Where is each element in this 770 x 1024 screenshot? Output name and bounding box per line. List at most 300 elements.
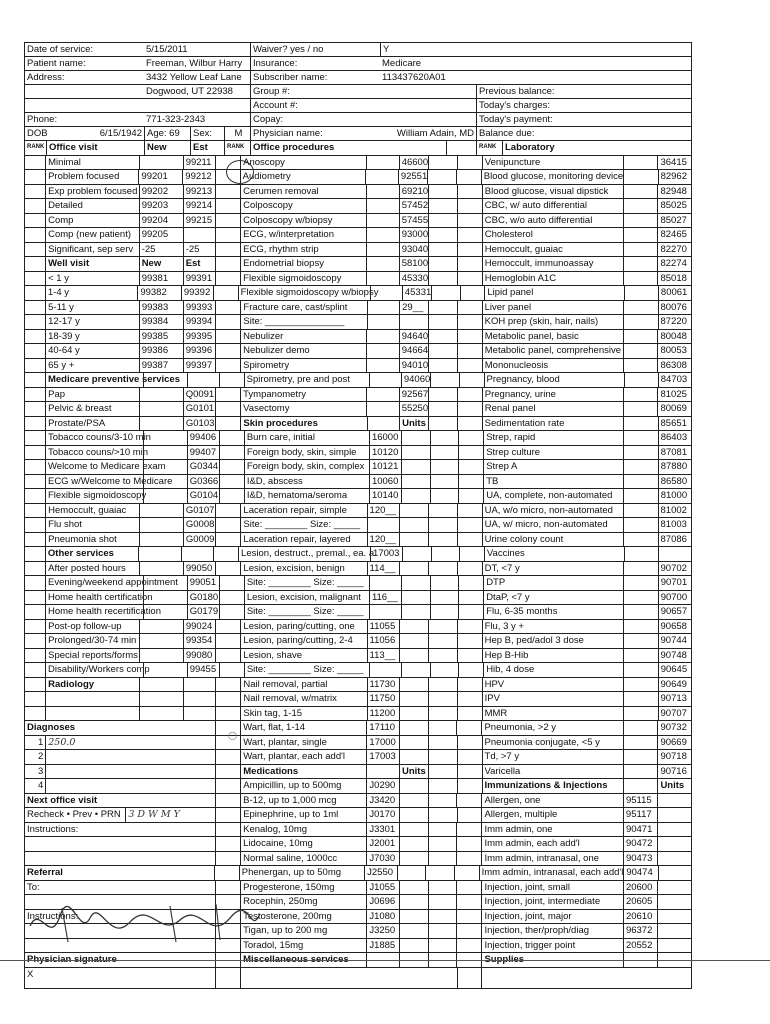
- table-row: [24, 575, 692, 590]
- rank-cell: [24, 460, 45, 474]
- table-row: [24, 880, 692, 895]
- procedure-code-alt: [399, 808, 428, 822]
- procedure-code: J0290: [366, 779, 399, 793]
- blank-cell: [481, 968, 692, 988]
- blank-cell: [428, 243, 457, 257]
- table-row: [24, 401, 692, 416]
- procedure-code: [369, 605, 401, 619]
- procedure-code-alt: 45330: [399, 272, 428, 286]
- rank-cell: [24, 663, 45, 677]
- rank-cell: [24, 591, 45, 605]
- est-code: 99213: [183, 185, 216, 199]
- new-code: [143, 605, 187, 619]
- diagnosis-entry: 250.0: [45, 736, 215, 750]
- procedure-code-alt: [399, 518, 428, 532]
- blank-cell: [476, 71, 692, 84]
- table-row: [24, 793, 692, 808]
- procedure-label: Nail removal, w/matrix: [240, 692, 366, 706]
- procedure-code: [365, 170, 397, 184]
- procedure-code: 120__: [367, 533, 400, 547]
- rank-cell: [457, 243, 482, 257]
- procedure-label: Toradol, 15mg: [240, 939, 366, 953]
- lab-label: Imm admin, intranasal, one: [481, 852, 622, 866]
- rank-cell: [24, 243, 45, 257]
- procedure-label: Colposcopy w/biopsy: [240, 214, 366, 228]
- table-row: [24, 430, 692, 445]
- page-bottom-rule: [0, 960, 770, 961]
- est-code: G0008: [183, 518, 216, 532]
- rank-cell: [24, 504, 45, 518]
- lab-label: Imm admin, each add'l: [481, 837, 622, 851]
- lab-code: 90657: [658, 605, 692, 619]
- lab-code: 85025: [657, 199, 692, 213]
- dob-value: 6/15/1942: [99, 128, 142, 139]
- procedure-code: J0696: [366, 895, 399, 909]
- procedure-code-alt: 94664: [399, 344, 428, 358]
- lab-code: 82962: [658, 170, 692, 184]
- service-label: Well visit: [45, 257, 139, 271]
- lab-code-col1: [623, 736, 658, 750]
- lab-label: Injection, joint, small: [481, 881, 622, 895]
- rank-cell: [457, 359, 482, 373]
- lab-code: 82948: [657, 185, 692, 199]
- service-label: Welcome to Medicare exam: [45, 460, 143, 474]
- lab-code-col1: 20610: [623, 910, 658, 924]
- lab-label: Metabolic panel, comprehensive: [482, 344, 623, 358]
- blank-cell: [428, 692, 457, 706]
- date-of-service-value: 5/15/2011: [146, 44, 188, 55]
- procedure-code-alt: Units: [399, 417, 428, 431]
- blank-cell: [428, 765, 457, 779]
- blank-cell: [428, 272, 457, 286]
- procedure-label: Site: ________ Size: _____: [244, 605, 369, 619]
- service-label: After posted hours: [45, 562, 139, 576]
- lab-label: Strep, rapid: [483, 431, 623, 445]
- est-code: G0101: [183, 402, 216, 416]
- procedure-label: Wart, flat, 1-14: [240, 721, 366, 735]
- lab-code: 82270: [657, 243, 692, 257]
- blank-cell: [427, 170, 456, 184]
- rank-cell: [24, 489, 45, 503]
- lab-label: Immunizations & Injections: [482, 779, 623, 793]
- service-label: 1-4 y: [45, 286, 137, 300]
- code-rows: [24, 155, 692, 989]
- new-code: [139, 388, 183, 402]
- table-row: [24, 735, 692, 750]
- blank-cell: [428, 939, 457, 953]
- lab-label: Pneumonia, >2 y: [481, 721, 622, 735]
- procedure-code-alt: 57452: [399, 199, 428, 213]
- lab-code-col1: 90471: [623, 823, 658, 837]
- rank-cell: [457, 750, 482, 764]
- lab-code-col1: [623, 156, 657, 170]
- lab-code: 90716: [657, 765, 692, 779]
- new-code: 99384: [139, 315, 183, 329]
- rank-cell: [215, 402, 240, 416]
- procedure-label: Fracture care, cast/splint: [240, 301, 366, 315]
- procedure-code: J7030: [366, 852, 399, 866]
- procedure-code-alt: 46600: [399, 156, 428, 170]
- table-row: [24, 329, 692, 344]
- new-code: [143, 576, 187, 590]
- rank-cell: [24, 214, 45, 228]
- new-code: [139, 649, 183, 663]
- lab-code-col1: [623, 591, 657, 605]
- table-row: [24, 227, 692, 242]
- rank-cell: [215, 881, 240, 895]
- procedure-code-alt: [399, 533, 428, 547]
- lab-code-col1: [623, 707, 658, 721]
- rank-cell: [219, 591, 244, 605]
- procedure-label: Anoscopy: [240, 156, 366, 170]
- lab-label: UA, w/ micro, non-automated: [482, 518, 623, 532]
- rank-cell: [457, 156, 482, 170]
- blank-cell: [428, 823, 457, 837]
- rank-cell: 3: [24, 765, 45, 779]
- lab-label: Metabolic panel, basic: [482, 330, 623, 344]
- procedure-code-alt: 69210: [399, 185, 428, 199]
- section-label: [24, 852, 215, 866]
- table-row: [24, 169, 692, 184]
- new-code: 99386: [139, 344, 183, 358]
- signature-row: [24, 967, 692, 989]
- lab-label: DTP: [483, 576, 623, 590]
- procedure-label: Rocephin, 250mg: [240, 895, 366, 909]
- rank-cell: [215, 185, 240, 199]
- procedure-code: J0170: [366, 808, 399, 822]
- procedure-code: 10140: [369, 489, 401, 503]
- rank-cell: [458, 446, 483, 460]
- procedure-code-alt: [399, 939, 428, 953]
- rank-cell: [456, 881, 481, 895]
- procedure-label: Foreign body, skin, complex: [244, 460, 369, 474]
- rank-cell: [454, 866, 479, 880]
- new-code: [143, 489, 187, 503]
- blank-cell: [428, 562, 457, 576]
- est-code: 99392: [181, 286, 213, 300]
- procedure-code-alt: [401, 576, 430, 590]
- lab-code-col1: 20600: [623, 881, 658, 895]
- blank-cell: [428, 214, 457, 228]
- next-visit-interval: 3 D W M Y: [125, 808, 215, 822]
- procedure-label: Flexible sigmoidoscopy w/biopsy: [238, 286, 370, 300]
- rank-cell: [457, 214, 482, 228]
- blank-cell: [428, 315, 457, 329]
- procedure-code-alt: 93040: [399, 243, 428, 257]
- procedure-code-alt: [399, 707, 428, 721]
- physician-label: Physician name:: [250, 127, 380, 140]
- rank-cell: [24, 475, 45, 489]
- new-code: [139, 417, 183, 431]
- procedure-code: 16000: [369, 431, 401, 445]
- procedure-code-alt: [399, 837, 428, 851]
- table-row: [24, 343, 692, 358]
- est-code: 99396: [183, 344, 216, 358]
- lab-label: Hemoglobin A1C: [482, 272, 623, 286]
- new-code: [143, 591, 187, 605]
- patient-name-label: Patient name:: [24, 57, 144, 70]
- lab-code: 87880: [658, 460, 692, 474]
- procedure-code-alt: [399, 750, 428, 764]
- procedure-code: [366, 388, 399, 402]
- table-row: [24, 778, 692, 793]
- procedure-code: 17003: [366, 750, 399, 764]
- blank-cell: [380, 99, 476, 112]
- table-row: [24, 271, 692, 286]
- service-label: Minimal: [45, 156, 139, 170]
- table-row: [24, 503, 692, 518]
- blank-cell: [428, 228, 457, 242]
- rank-cell: [457, 272, 482, 286]
- lab-code-col1: [623, 475, 657, 489]
- section-label: [24, 837, 215, 851]
- table-row: [24, 822, 692, 837]
- procedure-label: Tympanometry: [240, 388, 366, 402]
- rank-cell: [457, 779, 482, 793]
- lab-code: 90707: [658, 707, 693, 721]
- table-row: [24, 619, 692, 634]
- service-label: Hemoccult, guaiac: [45, 504, 139, 518]
- est-code: G0009: [183, 533, 216, 547]
- new-code: 99202: [139, 185, 183, 199]
- lab-code-col1: [623, 359, 657, 373]
- next-visit-options: Recheck • Prev • PRN: [24, 808, 125, 822]
- blank-cell: [428, 634, 457, 648]
- lab-code: 90701: [658, 576, 692, 590]
- lab-code-col1: [623, 460, 657, 474]
- service-label: Flexible sigmoidoscopy: [45, 489, 143, 503]
- rank-cell: [215, 214, 240, 228]
- rank-cell: [457, 808, 482, 822]
- lab-code: [658, 866, 692, 880]
- procedure-code: [367, 301, 400, 315]
- signature-scribble: [20, 898, 270, 950]
- blank-cell: [428, 301, 457, 315]
- rank-cell: [219, 576, 244, 590]
- lab-label: Pregnancy, blood: [484, 373, 624, 387]
- table-row: [24, 836, 692, 851]
- est-code: 99050: [183, 562, 216, 576]
- lab-label: Hemoccult, guaiac: [482, 243, 623, 257]
- lab-code: [657, 924, 692, 938]
- blank-cell: [428, 924, 457, 938]
- procedure-label: Lesion, destruct., premal., ea. a: [238, 547, 370, 561]
- service-label: Comp (new patient): [45, 228, 139, 242]
- procedure-code: [366, 156, 399, 170]
- new-code: [139, 518, 183, 532]
- rank-cell: [215, 649, 240, 663]
- lab-label: Vaccines: [484, 547, 624, 561]
- rank-cell: [458, 605, 483, 619]
- lab-code-col1: 95117: [623, 808, 658, 822]
- copay-label: Copay:: [250, 113, 380, 126]
- lab-label: DtaP, <7 y: [483, 591, 623, 605]
- procedure-code-alt: 92567: [399, 388, 428, 402]
- rank-cell: [457, 417, 482, 431]
- new-code: New: [139, 257, 183, 271]
- lab-code: [657, 837, 692, 851]
- lab-code-col1: [623, 330, 657, 344]
- lab-label: Lipid panel: [484, 286, 624, 300]
- procedure-label: Skin procedures: [240, 417, 366, 431]
- blank-cell: [428, 736, 457, 750]
- rank-cell: [24, 199, 45, 213]
- blank-cell: [428, 808, 457, 822]
- lab-code-col1: [623, 576, 657, 590]
- procedure-code-alt: [399, 794, 428, 808]
- rank-cell: [457, 707, 482, 721]
- lab-label: Flu, 6-35 months: [483, 605, 623, 619]
- rank-cell: [215, 620, 240, 634]
- service-label: Exp problem focused: [45, 185, 139, 199]
- rank-cell: [457, 562, 482, 576]
- service-label: Flu shot: [45, 518, 139, 532]
- lab-code-col1: [623, 344, 657, 358]
- procedure-code: J2550: [364, 866, 396, 880]
- rank-cell: [219, 605, 244, 619]
- procedure-label: Site: _______________: [240, 315, 366, 329]
- rank-cell: [24, 692, 45, 706]
- rank-cell: [456, 939, 481, 953]
- table-row: [24, 604, 692, 619]
- rank-cell: [215, 678, 240, 692]
- procedure-code: [369, 663, 401, 677]
- lab-label: Blood glucose, visual dipstick: [482, 185, 623, 199]
- lab-code: [657, 881, 692, 895]
- lab-label: Cholesterol: [482, 228, 623, 242]
- lab-label: Venipuncture: [482, 156, 623, 170]
- lab-code: 86403: [658, 431, 692, 445]
- procedure-code-alt: 94640: [399, 330, 428, 344]
- service-label: 5-11 y: [45, 301, 139, 315]
- procedure-code-alt: [401, 663, 430, 677]
- rank-cell: [457, 678, 482, 692]
- lab-label: Hemoccult, immunoassay: [482, 257, 623, 271]
- table-row: [24, 633, 692, 648]
- new-code: [139, 692, 183, 706]
- blank-cell: [457, 968, 482, 988]
- lab-code-col1: [623, 750, 658, 764]
- procedure-label: Audiometry: [240, 170, 366, 184]
- lab-label: Renal panel: [482, 402, 623, 416]
- rank-cell: [456, 924, 481, 938]
- procedure-code: [366, 243, 399, 257]
- service-label: Other services: [45, 547, 138, 561]
- procedure-label: Burn care, initial: [244, 431, 369, 445]
- rank-cell: [457, 765, 482, 779]
- procedure-code-alt: 93000: [399, 228, 428, 242]
- lab-label: Urine colony count: [482, 533, 623, 547]
- service-label: Post-op follow-up: [45, 620, 139, 634]
- table-row: [24, 532, 692, 547]
- new-code: [138, 547, 182, 561]
- waiver-value: Y: [380, 43, 692, 56]
- new-code: 99204: [139, 214, 183, 228]
- blank-cell: [431, 286, 459, 300]
- sex-value: M: [224, 127, 250, 140]
- lab-code-col1: 20605: [623, 895, 658, 909]
- lab-label: Injection, joint, intermediate: [481, 895, 622, 909]
- rank-cell: [457, 518, 482, 532]
- blank-cell: [428, 330, 457, 344]
- procedure-code-alt: [402, 547, 430, 561]
- lab-code: 90700: [658, 591, 692, 605]
- procedure-label: Normal saline, 1000cc: [240, 852, 366, 866]
- lab-label: MMR: [482, 707, 623, 721]
- est-code: 99455: [187, 663, 219, 677]
- procedure-label: Nebulizer: [240, 330, 366, 344]
- rank-cell: [24, 156, 45, 170]
- lab-code-col1: [623, 402, 657, 416]
- table-row: [24, 372, 692, 387]
- new-code: 99381: [139, 272, 183, 286]
- procedure-code-alt: [399, 634, 428, 648]
- blank-cell: [428, 417, 457, 431]
- table-row: [24, 851, 692, 866]
- rank-cell: [457, 185, 482, 199]
- new-code: [143, 373, 187, 387]
- lab-code: [657, 910, 692, 924]
- lab-label: Mononucleosis: [482, 359, 623, 373]
- procedure-label: Nail removal, partial: [240, 678, 366, 692]
- rank-cell: [24, 330, 45, 344]
- rank-cell: [24, 185, 45, 199]
- procedure-code-alt: [399, 736, 428, 750]
- rank-cell: [213, 547, 238, 561]
- rank-cell: [215, 344, 240, 358]
- procedure-label: Testosterone, 200mg: [240, 910, 366, 924]
- rank-cell: [24, 402, 45, 416]
- table-row: [24, 416, 692, 431]
- lab-code-col1: [623, 562, 658, 576]
- est-code: 99407: [187, 446, 219, 460]
- subscriber-label: Subscriber name:: [250, 71, 380, 84]
- lab-code: 81002: [658, 504, 693, 518]
- procedure-code-alt: [401, 475, 430, 489]
- rank-cell: [457, 634, 482, 648]
- lab-code: 80069: [657, 402, 692, 416]
- rank-cell: [215, 272, 240, 286]
- rank-cell: [215, 417, 240, 431]
- rank-cell: [457, 388, 482, 402]
- lab-code: 80048: [657, 330, 692, 344]
- new-code: [139, 504, 183, 518]
- est-code: 99397: [183, 359, 216, 373]
- procedure-code: [366, 330, 399, 344]
- lab-code: 90649: [658, 678, 693, 692]
- rank-cell: [24, 547, 45, 561]
- lab-code: 87081: [658, 446, 692, 460]
- procedure-code-alt: 92551: [398, 170, 427, 184]
- rank-cell: [456, 794, 481, 808]
- lab-code: 90713: [658, 692, 693, 706]
- balance-due-label: Balance due:: [476, 127, 692, 140]
- rank-cell: [457, 649, 482, 663]
- lab-code: [657, 852, 692, 866]
- procedure-code-alt: [399, 678, 428, 692]
- rank-cell: [458, 460, 483, 474]
- rank-cell: [457, 692, 482, 706]
- table-row: [24, 720, 692, 735]
- rank-cell: [24, 373, 45, 387]
- account-label: Account #:: [250, 99, 380, 112]
- lab-code: 90732: [657, 721, 692, 735]
- lab-code-col1: [623, 765, 658, 779]
- laboratory-header: Laboratory: [502, 141, 692, 155]
- lab-label: UA, complete, non-automated: [483, 489, 623, 503]
- service-label: Evening/weekend appointment: [45, 576, 143, 590]
- section-label: Instructions:: [24, 823, 215, 837]
